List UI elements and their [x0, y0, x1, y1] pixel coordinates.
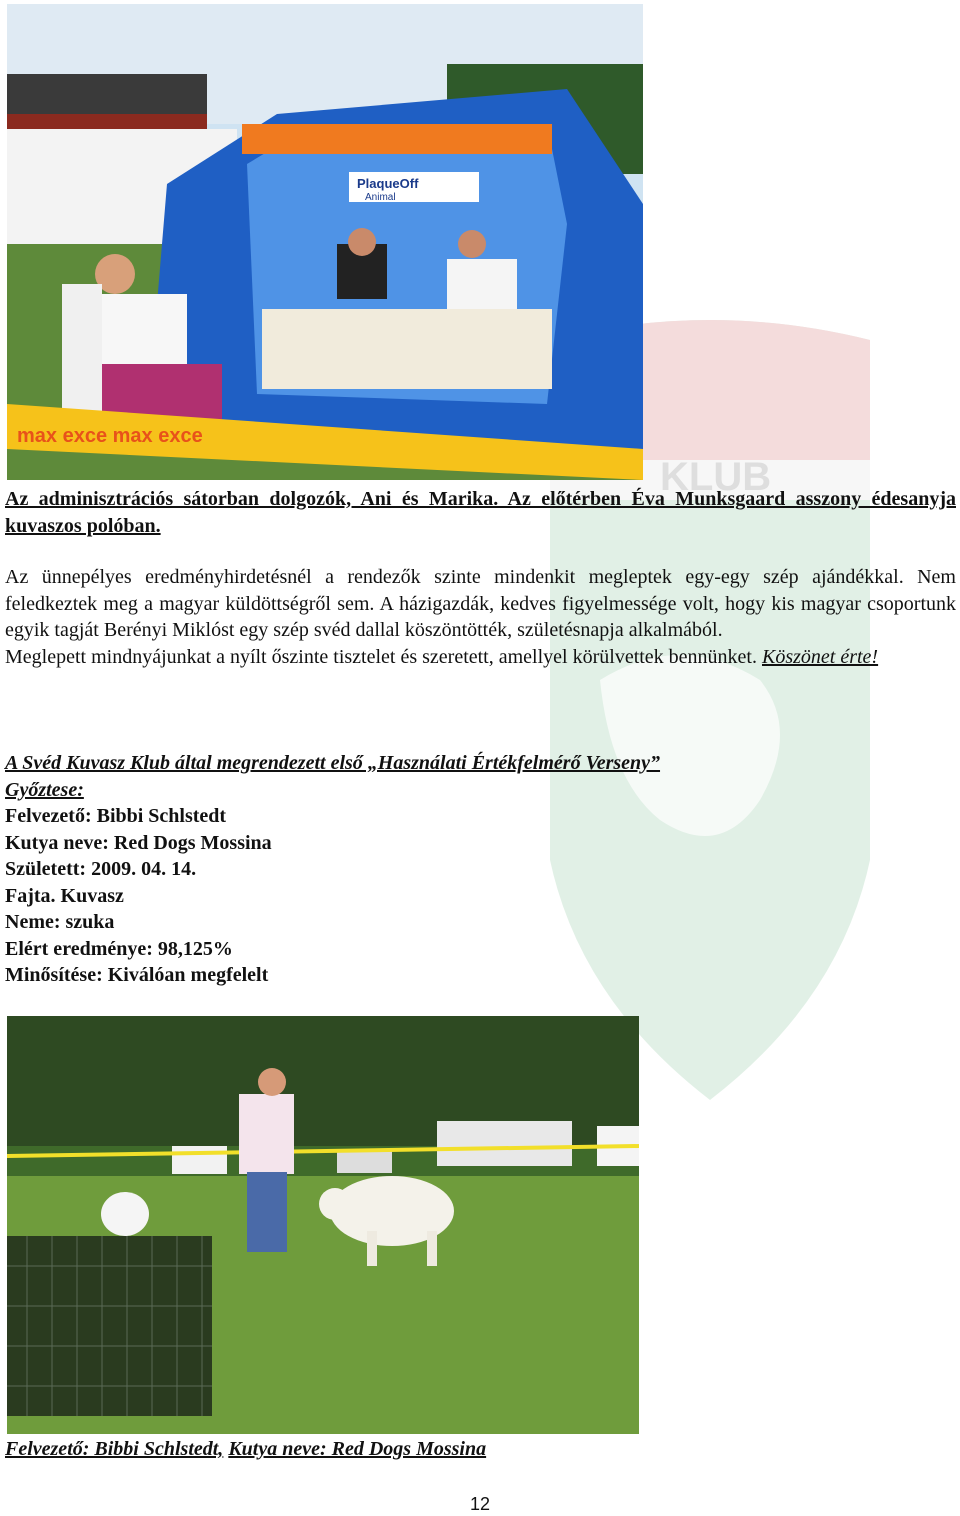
photo1-caption: Az adminisztrációs sátorban dolgozók, Ani és Marika. Az előtérben Éva Munksgaard asszony édesanyja kuvaszos polóban. [5, 488, 956, 537]
tent-sign-line2: Animal [365, 192, 396, 203]
winner-birth-date: Született: 2009. 04. 14. [5, 858, 197, 880]
tent-photo [7, 4, 643, 480]
award-paragraph [5, 564, 956, 670]
winner-heading: A Svéd Kuvasz Klub által megrendezett első „Használati Értékfelmérő Verseny” [5, 752, 661, 774]
award-paragraph-1: Az ünnepélyes eredményhirdetésnél a rendezők szinte mindenkit megleptek egy-egy szép ajándékkal. Nem feledkeztek meg a magyar küldöttségről sem. A házigazdák, kedves figyelmessége volt, hogy kis magyar csoportunk egyik tagját Berényi Miklóst egy szép svéd dallal köszöntötték, születésnapja alkalmából. [5, 566, 956, 641]
winner-result: Elért eredménye: 98,125% [5, 937, 233, 960]
photo2-caption [5, 1436, 956, 1463]
award-paragraph-2 [5, 644, 956, 671]
photo2-caption-dog: Kutya neve: Red Dogs Mossina [228, 1438, 487, 1460]
winner-dog-name: Kutya neve: Red Dogs Mossina [5, 831, 272, 854]
dog-photo [7, 1016, 639, 1434]
award-paragraph-2-text: Meglepett mindnyájunkat a nyílt őszinte tisztelet és szeretett, amellyel körülvettek bennünket. [5, 645, 762, 668]
thanks-text: Köszönet érte! [762, 645, 879, 668]
tent-sign-line1: PlaqueOff [357, 176, 419, 191]
page-number: 12 [469, 1494, 491, 1514]
winner-breed: Fajta. Kuvasz [5, 884, 124, 907]
watermark-text: KLUB [660, 455, 772, 499]
winner-section [5, 750, 956, 989]
winner-handler: Felvezető: Bibbi Schlstedt [5, 805, 227, 827]
tape-text: max exce max exce [17, 425, 203, 447]
winner-sex: Neme: szuka [5, 911, 115, 933]
photo2-caption-handler: Felvezető: Bibbi Schlstedt, [5, 1438, 224, 1460]
winner-qualification: Minősítése: Kiválóan megfelelt [5, 964, 269, 986]
winner-subheading: Győztese: [5, 778, 84, 801]
